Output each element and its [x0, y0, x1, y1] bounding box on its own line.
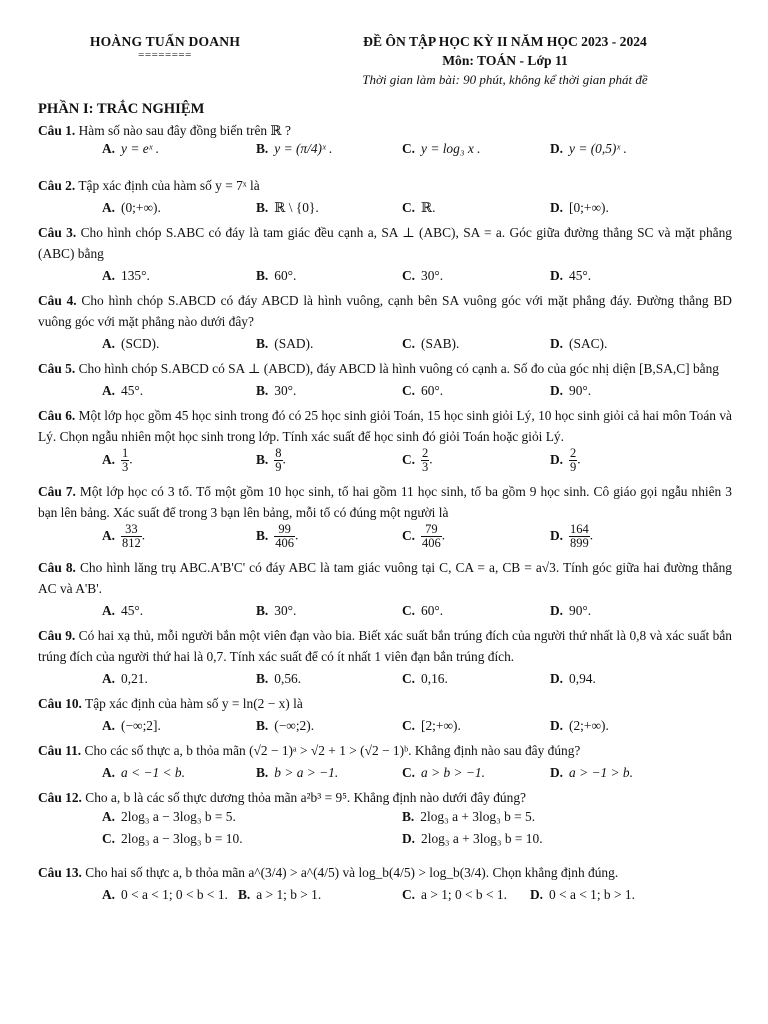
option-b: B. $\frac{8}{9}$ . [256, 446, 286, 474]
option-b: B. ℝ \ {0}. [256, 200, 319, 215]
question-text: Cho hình chóp S.ABCD có SA ⊥ (ABCD), đáy ABCD là hình vuông có cạnh a. Số đo của góc nhị diện [B,SA,C] bằng [78, 361, 719, 376]
options-row [38, 761, 732, 787]
question-label: Câu 10. [38, 696, 82, 711]
option-a: A. y = eˣ . [102, 141, 160, 156]
options-row [38, 830, 732, 854]
options-row [38, 808, 732, 830]
author-name: HOÀNG TUẤN DOANH [89, 34, 241, 49]
option-a: A. (SCD). [102, 336, 160, 351]
question-text: Cho các số thực a, b thỏa mãn (√2 − 1)ᵃ > √2 + 1 > (√2 − 1)ᵇ. Khẳng định nào sau đây đúng? [84, 743, 581, 758]
question-label: Câu 3. [38, 225, 77, 240]
question-label: Câu 5. [38, 361, 76, 376]
question [38, 693, 732, 714]
option-d: D. $\frac{2}{9}$ . [550, 446, 581, 474]
question-label: Câu 13. [38, 865, 82, 880]
option-c: C. 60°. [402, 603, 444, 618]
question [38, 787, 732, 808]
question [38, 290, 732, 332]
option-a: A. 0 < a < 1; 0 < b < 1. [102, 887, 228, 902]
question-text: Tập xác định của hàm số y = 7ˣ là [78, 178, 260, 193]
option-d: D. (2;+∞). [550, 718, 609, 733]
question-text: Cho hai số thực a, b thỏa mãn a^(3/4) > a^(4/5) và log_b(4/5) > log_b(3/4). Chọn khẳng định đúng. [85, 865, 619, 880]
option-b: B. $\frac{99}{406}$ . [256, 522, 299, 550]
option-b: B. a > 1; b > 1. [238, 887, 322, 902]
option-a: A. 2log₃ a − 3log₃ b = 5. [102, 809, 236, 824]
question [38, 358, 732, 379]
question-text: Tập xác định của hàm số y = ln(2 − x) là [85, 696, 303, 711]
option-b: B. b > a > −1. [256, 765, 339, 780]
option-a: A. 0,21. [102, 671, 148, 686]
section-title: PHẦN I: TRẮC NGHIỆM [38, 101, 205, 117]
option-a: A. 45°. [102, 383, 144, 398]
options-row [38, 667, 732, 693]
options-row [38, 523, 732, 557]
question [38, 625, 732, 667]
option-a: A. 135°. [102, 268, 150, 283]
option-c: C. y = log₃ x . [402, 141, 481, 156]
exam-title: ĐỀ ÔN TẬP HỌC KỲ II NĂM HỌC 2023 - 2024 [363, 34, 647, 49]
question-text: Cho hình chóp S.ABCD có đáy ABCD là hình vuông, cạnh bên SA vuông góc với mặt phẳng đáy. Đường thẳng BD vuông góc với mặt phẳng nào dưới đây? [38, 293, 732, 329]
option-d: D. 0 < a < 1; b > 1. [530, 887, 635, 902]
question-label: Câu 6. [38, 408, 76, 423]
question [38, 175, 732, 196]
question-label: Câu 9. [38, 628, 76, 643]
option-b: B. 2log₃ a + 3log₃ b = 5. [402, 809, 536, 824]
question [38, 222, 732, 264]
author-rule: ======== [138, 49, 192, 61]
question-label: Câu 7. [38, 484, 76, 499]
question [38, 405, 732, 447]
question-label: Câu 1. [38, 123, 76, 138]
author-block [50, 34, 280, 61]
question-label: Câu 4. [38, 293, 77, 308]
exam-subject: Môn: TOÁN - Lớp 11 [442, 53, 568, 68]
option-a: A. (−∞;2]. [102, 718, 161, 733]
option-b: B. (SAD). [256, 336, 314, 351]
question-list [38, 120, 732, 909]
option-c: C. ℝ. [402, 200, 436, 215]
option-d: D. (SAC). [550, 336, 608, 351]
option-a: A. a < −1 < b. [102, 765, 185, 780]
options-row [38, 196, 732, 222]
options-row [38, 264, 732, 290]
option-c: C. a > b > −1. [402, 765, 485, 780]
option-b: B. 30°. [256, 603, 297, 618]
option-b: B. (−∞;2). [256, 718, 315, 733]
question [38, 120, 732, 141]
option-d: D. 90°. [550, 603, 592, 618]
option-b: B. 60°. [256, 268, 297, 283]
question-text: Cho hình chóp S.ABC có đáy là tam giác đều cạnh a, SA ⊥ (ABC), SA = a. Góc giữa đường thẳng SC và mặt phẳng (ABC) bằng [38, 225, 732, 261]
option-c: C. (SAB). [402, 336, 460, 351]
question-text: Một lớp học gồm 45 học sinh trong đó có 25 học sinh giỏi Toán, 15 học sinh giỏi Lý, 10 học sinh giỏi cả hai môn Toán và Lý. Chọn ngẫu nhiên một học sinh trong lớp. Tính xác suất để học sinh đó giỏi Toán hoặc giỏi Lý. [38, 408, 732, 444]
question-label: Câu 8. [38, 560, 76, 575]
question-text: Có hai xạ thủ, mỗi người bắn một viên đạn vào bia. Biết xác suất bắn trúng đích của người thứ nhất là 0,8 và xác suất bắn trúng đích của người thứ hai là 0,7. Tính xác suất để có ít nhất 1 viên đạn bắn trúng đích. [38, 628, 732, 664]
option-c: C. 60°. [402, 383, 444, 398]
options-row [38, 141, 732, 175]
option-d: D. [0;+∞). [550, 200, 609, 215]
option-d: D. 45°. [550, 268, 592, 283]
question [38, 481, 732, 523]
option-c: C. 30°. [402, 268, 444, 283]
options-row [38, 599, 732, 625]
option-c: C. 0,16. [402, 671, 448, 686]
options-row [38, 332, 732, 358]
option-b: B. 30°. [256, 383, 297, 398]
option-c: C. a > 1; 0 < b < 1. [402, 887, 507, 902]
options-row [38, 447, 732, 481]
option-b: B. 0,56. [256, 671, 302, 686]
option-c: C. [2;+∞). [402, 718, 461, 733]
question [38, 862, 732, 883]
options-row [38, 883, 732, 909]
question-label: Câu 11. [38, 743, 82, 758]
options-row [38, 714, 732, 740]
option-d: D. y = (0,5)ˣ . [550, 141, 627, 156]
option-d: D. $\frac{164}{899}$ . [550, 522, 594, 550]
exam-time-note: Thời gian làm bài: 90 phút, không kể thời gian phát đề [362, 72, 648, 87]
option-d: D. 2log₃ a + 3log₃ b = 10. [402, 831, 543, 846]
option-a: A. $\frac{33}{812}$ . [102, 522, 146, 550]
question-label: Câu 12. [38, 790, 82, 805]
question-label: Câu 2. [38, 178, 76, 193]
question-text: Cho a, b là các số thực dương thỏa mãn a²b³ = 9⁵. Khẳng định nào dưới đây đúng? [85, 790, 526, 805]
option-c: C. 2log₃ a − 3log₃ b = 10. [102, 831, 243, 846]
question-text: Một lớp học có 3 tổ. Tổ một gồm 10 học sinh, tổ hai gồm 11 học sinh, tổ ba gồm 9 học sinh. Cô giáo gọi ngẫu nhiên 3 bạn lên bảng. Xác suất để trong 3 bạn lên bảng, mỗi tổ có đúng một người là [38, 484, 732, 520]
option-c: C. $\frac{79}{406}$ . [402, 522, 446, 550]
option-d: D. 90°. [550, 383, 592, 398]
question-text: Hàm số nào sau đây đồng biến trên ℝ ? [78, 123, 291, 138]
question [38, 557, 732, 599]
option-c: C. $\frac{2}{3}$ . [402, 446, 433, 474]
question [38, 740, 732, 761]
option-a: A. 45°. [102, 603, 144, 618]
options-row [38, 379, 732, 405]
option-a: A. $\frac{1}{3}$ . [102, 446, 133, 474]
question-text: Cho hình lăng trụ ABC.A'B'C' có đáy ABC là tam giác vuông tại C, CA = a, CB = a√3. Tính góc giữa hai đường thẳng AC và A'B'. [38, 560, 732, 596]
exam-heading [325, 34, 685, 88]
option-b: B. y = (π/4)ˣ . [256, 141, 333, 156]
option-a: A. (0;+∞). [102, 200, 161, 215]
option-d: D. 0,94. [550, 671, 596, 686]
option-d: D. a > −1 > b. [550, 765, 633, 780]
